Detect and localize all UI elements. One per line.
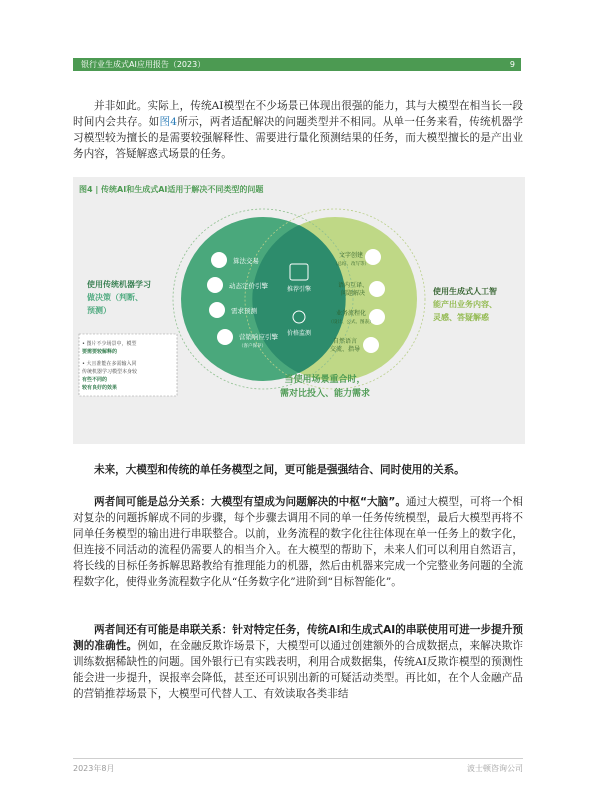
- running-header: [73, 58, 521, 71]
- p2-body: 通过大模型，可将一个相对复杂的问题拆解成不同的步骤，每个步骤去调用不同的单一任务传统模型，最后大模型再将不同单任务模型的输出进行串联整合。以前，业务流程的数字化往往体现在单一任务上的数字化，但连接不同活动的流程仍需要人的相当介入。在大模型的帮助下，未来人们可以利用自然语言，将长线的目标任务拆解思路教给有推理能力的机器，然后由机器来完成一个完整业务问题的全流程数字化，使得业务流程数字化从“任务数字化”进阶到“目标智能化”。: [73, 496, 523, 588]
- note-line-2: 要需要较解释的: [82, 349, 118, 355]
- right-heading-2: 能产出业务内容、: [433, 300, 497, 309]
- p3-body: 例如，在金融反欺诈场景下，大模型可以通过创建额外的合成数据点，来解决欺诈训练数据稀缺性的问题。国外银行已有实践表明，利用合成数据集，传统AI反欺诈模型的预测性能会进一步提升，误报率会降低，甚至还可识别出新的可疑活动类型。再比如，在个人金融产品的营销推荐场景下，大模型可代替人工、有效读取各类非结: [73, 640, 524, 700]
- right-item-3: 业务流程化: [335, 310, 367, 317]
- overlap-caption-2: 需对比投入、能力需求: [279, 389, 371, 399]
- intro-text-2: 所示，两者适配解决的问题类型并不相同。从单一任务来看，传统机器学习模型较为擅长的是需要较强解释性、需要进行量化预测结果的任务，而大模型擅长的是产出业务内容，答疑解惑式场景的任务。: [73, 116, 524, 160]
- figure-title: 图4 | 传统AI和生成式AI适用于解决不同类型的问题: [79, 185, 264, 194]
- figure-link[interactable]: 图4: [159, 116, 178, 128]
- right-item-2: 语内互译、: [337, 282, 369, 289]
- figure-4: [73, 177, 525, 444]
- right-heading-3: 灵感、答疑解惑: [433, 313, 489, 322]
- footer-publisher: 波士顿咨询公司: [467, 764, 523, 773]
- translate-icon: [369, 281, 385, 297]
- left-heading-1: 使用传统机器学习: [87, 280, 151, 289]
- right-heading-1: 使用生成式人工智: [433, 287, 497, 296]
- report-title: 银行业生成式AI应用报告（2023）: [81, 60, 206, 69]
- center-item-1: 推荐引擎: [286, 286, 312, 293]
- right-item-3-sub: （设计、公式、图表）: [328, 320, 374, 325]
- paragraph-serial-relation: [73, 622, 523, 702]
- chat-icon: [363, 337, 379, 353]
- page-number: 9: [509, 60, 515, 69]
- left-heading-2: 做决策（判断、: [87, 293, 143, 302]
- bold-summary-line: 未来，大模型和传统的单任务模型之间，更可能是强强结合、同时使用的关系。: [94, 464, 465, 476]
- pricing-engine-icon: [207, 277, 223, 293]
- note-line-6: 较有良好的效果: [82, 385, 118, 391]
- footer-divider: [73, 758, 523, 759]
- overlap-caption-1: 当使用场景重合时，: [284, 375, 366, 385]
- left-item-4-sub: （客户保存）: [239, 344, 266, 349]
- left-item-1: 算法交易: [233, 257, 259, 265]
- footer-date: 2023年8月: [73, 764, 115, 773]
- left-item-3: 需求预测: [231, 307, 257, 315]
- left-heading-3: 预测）: [87, 306, 111, 315]
- right-item-1-sub: （总结、改写等）: [333, 262, 369, 267]
- venn-diagram: [73, 177, 525, 444]
- left-item-4: 营销响应引擎: [239, 333, 278, 341]
- intro-text-1: 并非如此。实际上，传统AI模型在不少场景已体现出很强的能力，其与大模型在相当长一段时间内会共存。如: [73, 100, 523, 128]
- left-item-2: 动态定价引擎: [229, 282, 268, 290]
- intro-paragraph: [73, 98, 523, 162]
- right-item-4: 自然语言: [332, 338, 358, 345]
- marketing-engine-icon: [217, 329, 233, 345]
- right-item-4-sub: 交流、指导: [329, 346, 361, 353]
- center-item-2: 价格监测: [286, 330, 312, 337]
- paragraph-total-relation: [73, 494, 523, 590]
- right-item-2-sub: 问题解决: [340, 290, 366, 297]
- p3-lead: 两者间还有可能是串联关系：针对特定任务，传统AI和生成式AI的串联使用可进一步提升预测的准确性。: [73, 624, 523, 652]
- algo-trading-icon: [211, 252, 227, 268]
- note-line-1: • 图片不少场景中，模型: [82, 341, 137, 347]
- note-line-4: 传统机器学习模型本身较: [82, 369, 138, 375]
- p2-lead: 两者间可能是总分关系：大模型有望成为问题解决的中枢“大脑”。: [94, 496, 406, 508]
- note-line-5: 有些不同的: [82, 377, 108, 383]
- right-item-1: 文字创建: [338, 252, 364, 259]
- demand-forecast-icon: [209, 302, 225, 318]
- note-line-3: • 大且准能在多需输入同: [82, 361, 137, 367]
